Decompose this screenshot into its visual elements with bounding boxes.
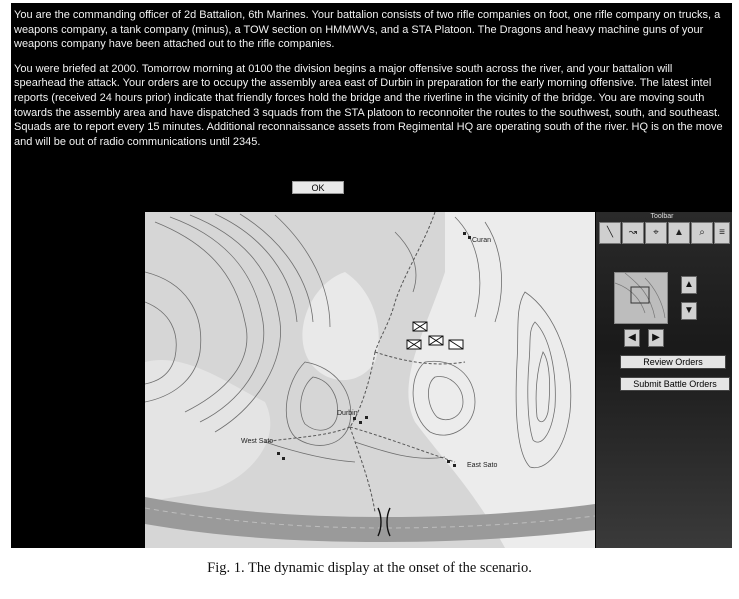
- town-label-west-sato: West Sato: [241, 438, 274, 445]
- town-label-curan: Curan: [472, 237, 492, 244]
- town-label-east-sato: East Sato: [467, 462, 498, 469]
- briefing-paragraph-1: You are the commanding officer of 2d Battalion, 6th Marines. Your battalion consists of two rifle companies on foot, one rifle company on trucks, a weapons company, a tank company (minus), a TOW section on HMMWVs, and a STA Platoon. The Dragons and heavy machine guns of your weapons company have been attached out to the rifle companies.: [14, 9, 721, 51]
- unit-tool-icon[interactable]: ▲: [668, 222, 690, 244]
- control-panel: [596, 212, 732, 548]
- unit-symbol-4: [449, 340, 463, 349]
- scroll-down-button[interactable]: [681, 302, 697, 320]
- scroll-left-button[interactable]: [624, 329, 640, 347]
- town-label-durbin: Durbin: [337, 410, 358, 417]
- toolbar-title: Toolbar: [650, 213, 674, 220]
- unit-symbol-2: [407, 340, 421, 349]
- map-graphic: [145, 212, 595, 548]
- graphic-tool-icon[interactable]: ⌖: [645, 222, 667, 244]
- figure-caption: Fig. 1. The dynamic display at the onset of the scenario.: [207, 560, 532, 576]
- unit-symbol-3: [429, 336, 443, 345]
- triangle-up-icon: ▲: [684, 279, 694, 290]
- open-ground-area: [408, 212, 595, 548]
- route-tool-icon[interactable]: ↝: [622, 222, 644, 244]
- scroll-right-button[interactable]: [648, 329, 664, 347]
- triangle-left-icon: ◀: [628, 332, 636, 343]
- zoom-tool-icon[interactable]: ⌕: [691, 222, 713, 244]
- triangle-right-icon: ▶: [652, 332, 660, 343]
- triangle-down-icon: ▼: [684, 305, 694, 316]
- briefing-text: [14, 8, 726, 159]
- open-ground-area-west: [145, 360, 270, 502]
- ok-button[interactable]: OK: [292, 181, 344, 194]
- simulation-screen: [11, 3, 732, 548]
- submit-battle-orders-button[interactable]: Submit Battle Orders: [620, 377, 730, 391]
- unit-symbol-1: [413, 322, 427, 331]
- review-orders-button[interactable]: Review Orders: [620, 355, 726, 369]
- tactical-map[interactable]: [145, 212, 595, 548]
- scroll-up-button[interactable]: [681, 276, 697, 294]
- overview-minimap[interactable]: [614, 272, 668, 324]
- menu-tool-icon[interactable]: ≡: [714, 222, 730, 244]
- pointer-tool-icon[interactable]: ╲: [599, 222, 621, 244]
- briefing-paragraph-2: You were briefed at 2000. Tomorrow morning at 0100 the division begins a major offensive south across the river, and your battalion will spearhead the attack. Your orders are to occupy the assembly area east of Durbin in preparation for the early morning offensive. The latest intel reports (received 24 hours prior) indicate that friendly forces hold the bridge and the riverline in the vicinity of the bridge. You are moving south towards the assembly area and have dispatched 3 squads from the STA platoon to reconnoiter the routes to the southwest, south, and southeast. Squads are to report every 15 minutes. Additional reconnaissance assets from Regimental HQ are operating south of the river. HQ is on the move and will be out of radio communications until 2345.: [14, 62, 723, 148]
